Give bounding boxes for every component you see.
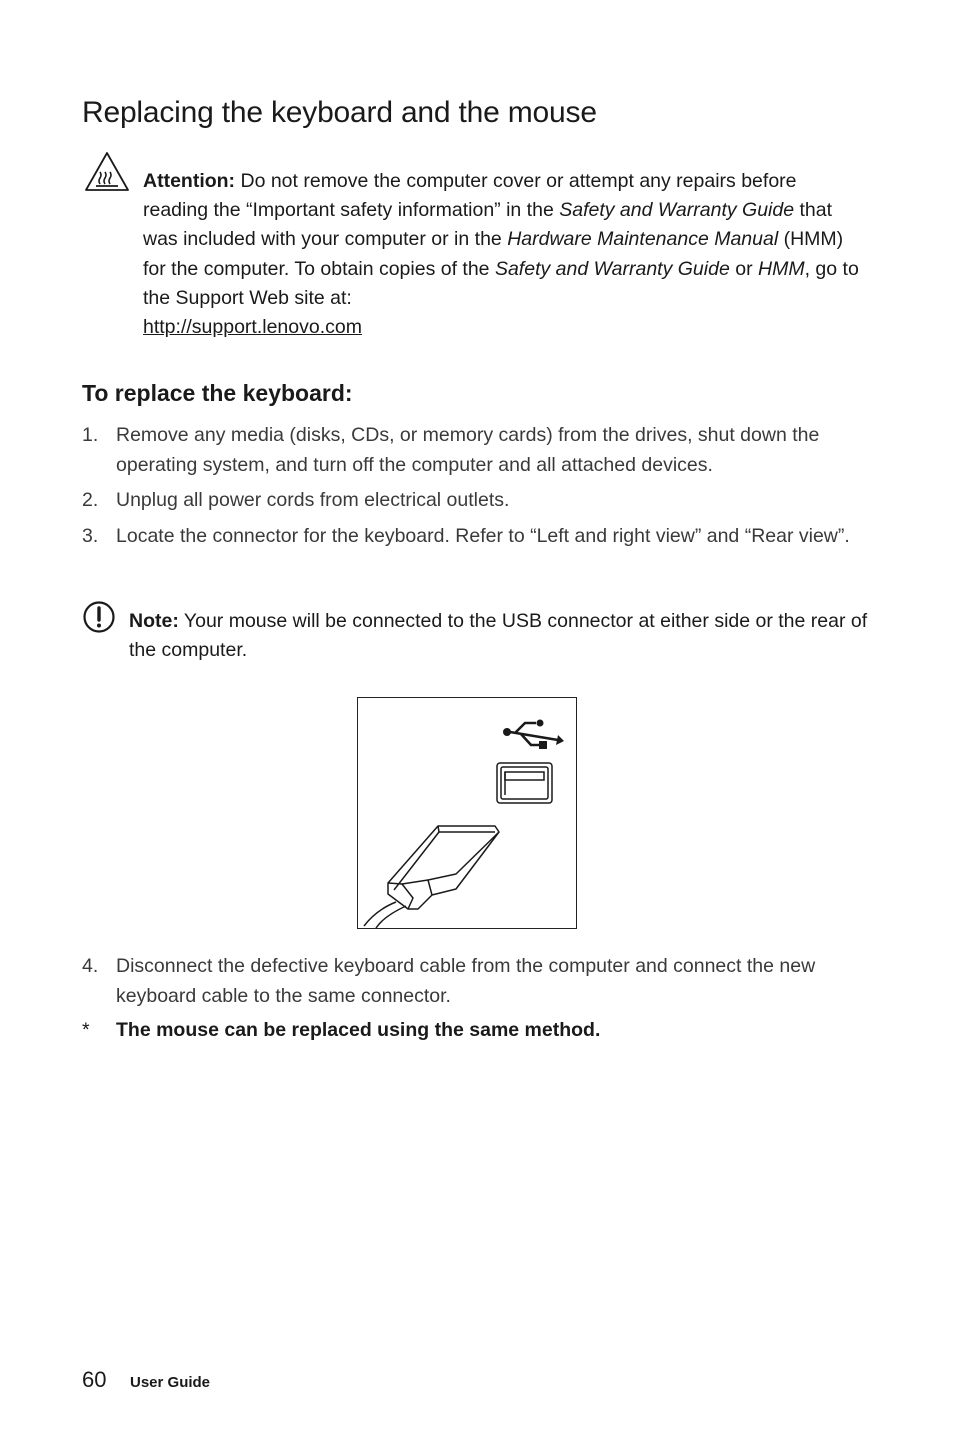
step-item xyxy=(82,486,862,516)
step-text: Disconnect the defective keyboard cable from the computer and connect the new keyboard cable to the same connector. xyxy=(116,955,816,1007)
footer-label: User Guide xyxy=(130,1374,211,1391)
attention-label: Attention: xyxy=(143,170,236,192)
attention-text-1: Do not remove the computer cover or attempt any repairs before reading the “Important safety information” in the xyxy=(143,170,797,222)
page-title: Replacing the keyboard and the mouse xyxy=(82,96,597,129)
step-item xyxy=(82,421,862,480)
step-number: 3. xyxy=(82,525,99,547)
attention-italic-3: Safety and Warranty Guide xyxy=(494,257,730,280)
usb-connector-illustration xyxy=(357,697,577,929)
exclamation-circle-icon xyxy=(82,600,116,634)
step-text: Unplug all power cords from electrical outlets. xyxy=(116,489,510,511)
attention-italic-4: HMM xyxy=(758,257,805,280)
attention-italic-2: Hardware Maintenance Manual xyxy=(507,228,779,251)
attention-text-2: that was included with your computer or in the xyxy=(143,199,833,251)
final-note-text: The mouse can be replaced using the same method. xyxy=(116,1019,601,1041)
attention-italic-1: Safety and Warranty Guide xyxy=(559,199,795,222)
step-text: Remove any media (disks, CDs, or memory cards) from the drives, shut down the operating system, and turn off the computer and all attached devices. xyxy=(116,424,820,476)
step-number: 4. xyxy=(82,955,99,977)
note-paragraph xyxy=(129,607,869,665)
note-text: Your mouse will be connected to the USB connector at either side or the rear of the computer. xyxy=(129,610,868,662)
section-heading: To replace the keyboard: xyxy=(82,380,353,406)
asterisk-marker: * xyxy=(82,1019,90,1041)
step-text: Locate the connector for the keyboard. Refer to “Left and right view” and “Rear view”. xyxy=(116,525,850,547)
usb-icon xyxy=(503,720,564,750)
page-number: 60 xyxy=(82,1367,107,1392)
note-label: Note: xyxy=(129,610,179,632)
attention-text-4: or xyxy=(729,257,758,280)
step-item xyxy=(82,952,862,1011)
step-number: 2. xyxy=(82,489,99,511)
usb-plug xyxy=(364,826,499,928)
attention-paragraph xyxy=(143,167,863,342)
attention-text-3: (HMM) for the computer. To obtain copies of the xyxy=(143,228,844,280)
step-item xyxy=(82,522,862,552)
step-number: 1. xyxy=(82,424,99,446)
usb-port xyxy=(497,763,552,803)
final-note xyxy=(82,1016,600,1045)
attention-text-5: , go to the Support Web site at: xyxy=(143,257,859,309)
support-link[interactable]: http://support.lenovo.com xyxy=(143,316,362,339)
hot-surface-warning-icon xyxy=(83,150,131,194)
